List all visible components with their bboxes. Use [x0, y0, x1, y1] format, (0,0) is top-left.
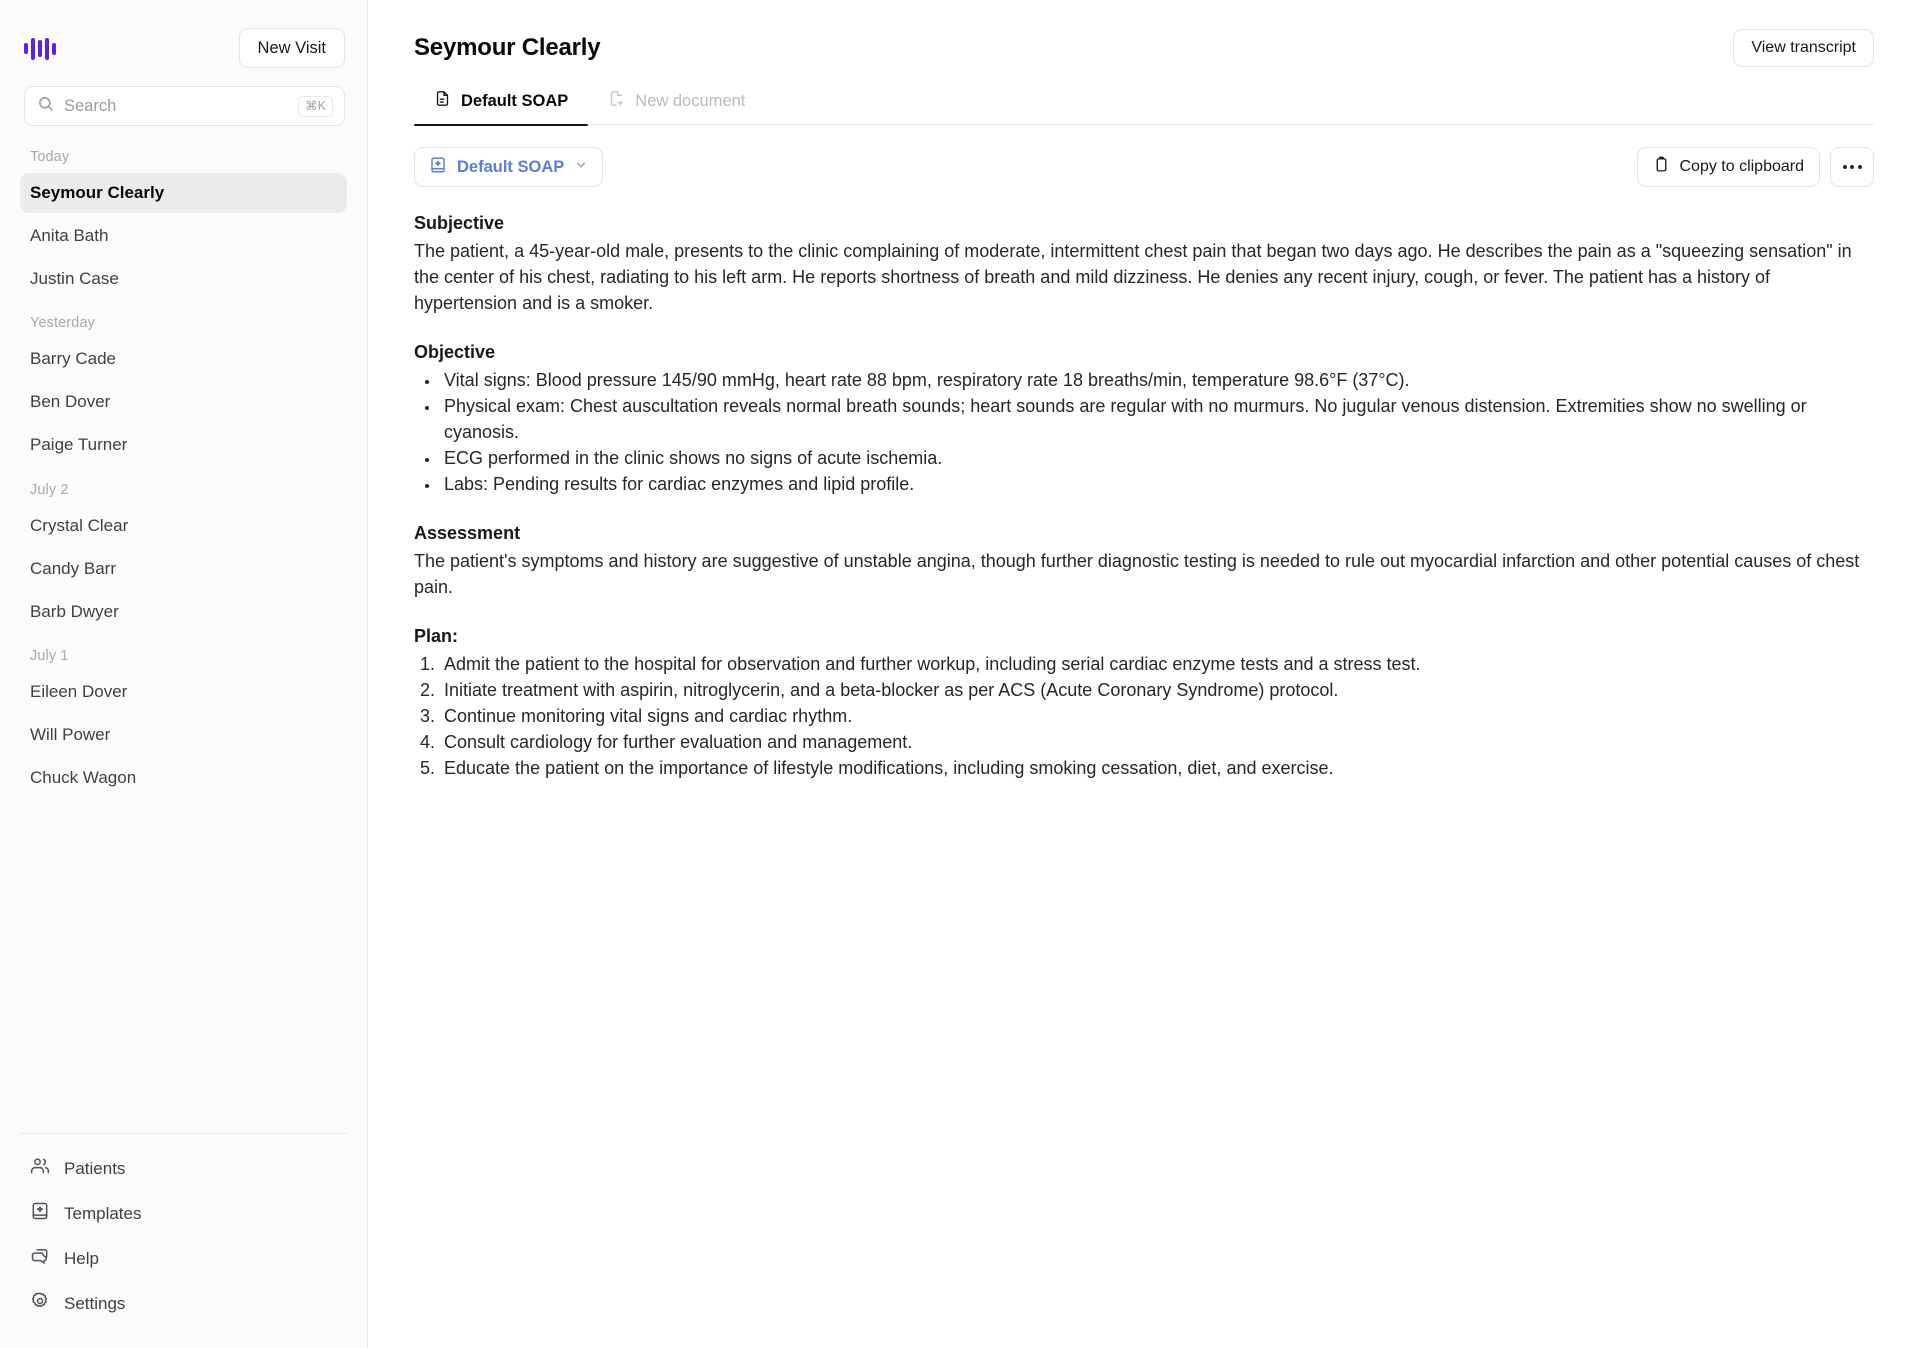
visit-list[interactable] [0, 126, 367, 1133]
tab-default-soap[interactable] [414, 90, 588, 125]
tab-label-new-document: New document [635, 91, 746, 110]
list-item: 3. Continue monitoring vital signs and cardiac rhythm. [440, 703, 1874, 729]
waveform-logo[interactable] [24, 35, 56, 61]
soap-note-document [368, 187, 1920, 847]
sidebar-item-label-templates: Templates [64, 1203, 142, 1223]
objective-list [414, 367, 1874, 497]
visit-item-chuck-wagon[interactable]: Chuck Wagon [30, 768, 137, 788]
users-icon [30, 1156, 50, 1181]
template-select-label: Default SOAP [457, 157, 565, 176]
sidebar [0, 0, 368, 1348]
list-item: 4. Consult cardiology for further evaluation and management. [440, 729, 1874, 755]
sidebar-item-help[interactable] [20, 1236, 347, 1281]
template-select-button[interactable] [414, 147, 603, 187]
section-title-assessment: Assessment [414, 523, 521, 543]
visit-item-paige-turner[interactable]: Paige Turner [30, 435, 128, 455]
search-input[interactable] [64, 97, 288, 116]
gear-icon [30, 1291, 50, 1316]
list-item: • Vital signs: Blood pressure 145/90 mmHg, heart rate 88 bpm, respiratory rate 18 breaths/min, temperature 98.6°F (37°C). [440, 367, 1874, 393]
visit-item-ben-dover[interactable]: Ben Dover [30, 392, 111, 412]
view-transcript-button[interactable]: View transcript [1733, 29, 1874, 67]
sidebar-header [0, 0, 367, 72]
chevron-down-icon [574, 158, 588, 177]
sidebar-item-settings[interactable] [20, 1281, 347, 1326]
list-item: • ECG performed in the clinic shows no signs of acute ischemia. [440, 445, 1874, 471]
sidebar-item-label-patients: Patients [64, 1158, 126, 1178]
visit-item-barry-cade[interactable]: Barry Cade [30, 349, 116, 369]
chat-bubbles-icon [30, 1246, 50, 1271]
group-label-today: Today [30, 149, 70, 165]
toolbar-right-group [1637, 147, 1874, 187]
visit-item-anita-bath[interactable]: Anita Bath [30, 226, 109, 246]
plan-list [414, 651, 1874, 781]
group-label-july-1: July 1 [30, 647, 69, 664]
list-item: • Labs: Pending results for cardiac enzymes and lipid profile. [440, 471, 1874, 497]
new-visit-button[interactable]: New Visit [239, 28, 345, 68]
sidebar-item-label-settings: Settings [64, 1293, 126, 1313]
list-item: 2. Initiate treatment with aspirin, nitroglycerin, and a beta-blocker as per ACS (Acute Coronary Syndrome) protocol. [440, 677, 1874, 703]
list-item: • Physical exam: Chest auscultation reveals normal breath sounds; heart sounds are regular with no murmurs. No jugular venous distension. Extremities show no swelling or cyanosis. [440, 393, 1874, 445]
section-subjective [414, 213, 1874, 316]
section-title-objective: Objective [414, 342, 496, 362]
section-plan [414, 626, 1874, 781]
visit-item-crystal-clear[interactable]: Crystal Clear [30, 515, 129, 535]
ellipsis-icon [1843, 165, 1862, 169]
tab-label-default-soap: Default SOAP [461, 91, 569, 110]
sidebar-item-patients[interactable] [20, 1146, 347, 1191]
clipboard-icon [1653, 156, 1670, 178]
file-plus-icon [608, 90, 625, 112]
more-options-button[interactable] [1830, 147, 1874, 187]
section-title-subjective: Subjective [414, 213, 505, 233]
list-item: 5. Educate the patient on the importance of lifestyle modifications, including smoking cessation, diet, and exercise. [440, 755, 1874, 781]
page-title: Seymour Clearly [414, 34, 601, 61]
sidebar-item-templates[interactable] [20, 1191, 347, 1236]
section-assessment [414, 523, 1874, 600]
file-text-icon [434, 90, 451, 112]
document-tabs [414, 90, 1874, 125]
section-objective [414, 342, 1874, 497]
document-toolbar [368, 125, 1920, 187]
search-box[interactable] [24, 86, 345, 126]
group-label-yesterday: Yesterday [30, 315, 95, 332]
list-item: 1. Admit the patient to the hospital for observation and further workup, including serial cardiac enzyme tests and a stress test. [440, 651, 1874, 677]
visit-item-candy-barr[interactable]: Candy Barr [30, 558, 116, 578]
header-row [414, 28, 1874, 68]
section-title-plan: Plan: [414, 626, 459, 646]
search-container [0, 72, 367, 126]
main-header [368, 0, 1920, 125]
group-label-july-2: July 2 [30, 481, 69, 498]
visit-item-justin-case[interactable]: Justin Case [30, 269, 119, 289]
tab-new-document[interactable] [588, 90, 765, 125]
section-body-assessment: The patient's symptoms and history are suggestive of unstable angina, though further diagnostic testing is needed to rule out myocardial infarction and other potential causes of chest pain. [414, 551, 1860, 597]
copy-to-clipboard-label: Copy to clipboard [1679, 158, 1804, 175]
section-body-subjective: The patient, a 45-year-old male, presents to the clinic complaining of moderate, intermittent chest pain that began two days ago. He describes the pain as a "squeezing sensation" in the center of his chest, radiating to his left arm. He reports shortness of breath and mild dizziness. He denies any recent injury, cough, or fever. The patient has a history of hypertension and is a smoker. [414, 241, 1852, 313]
visit-item-seymour-clearly[interactable]: Seymour Clearly [20, 173, 347, 213]
template-sparkle-icon [429, 156, 447, 179]
visit-item-eileen-dover[interactable]: Eileen Dover [30, 681, 128, 701]
sidebar-item-label-help: Help [64, 1248, 99, 1268]
template-sparkle-icon [30, 1201, 50, 1226]
main-content [368, 0, 1920, 1348]
visit-item-will-power[interactable]: Will Power [30, 724, 111, 744]
search-icon [37, 95, 54, 117]
sidebar-footer-nav [0, 1134, 367, 1348]
search-shortcut-badge: ⌘K [298, 96, 333, 117]
visit-item-barb-dwyer[interactable]: Barb Dwyer [30, 601, 119, 621]
copy-to-clipboard-button[interactable] [1637, 147, 1820, 187]
